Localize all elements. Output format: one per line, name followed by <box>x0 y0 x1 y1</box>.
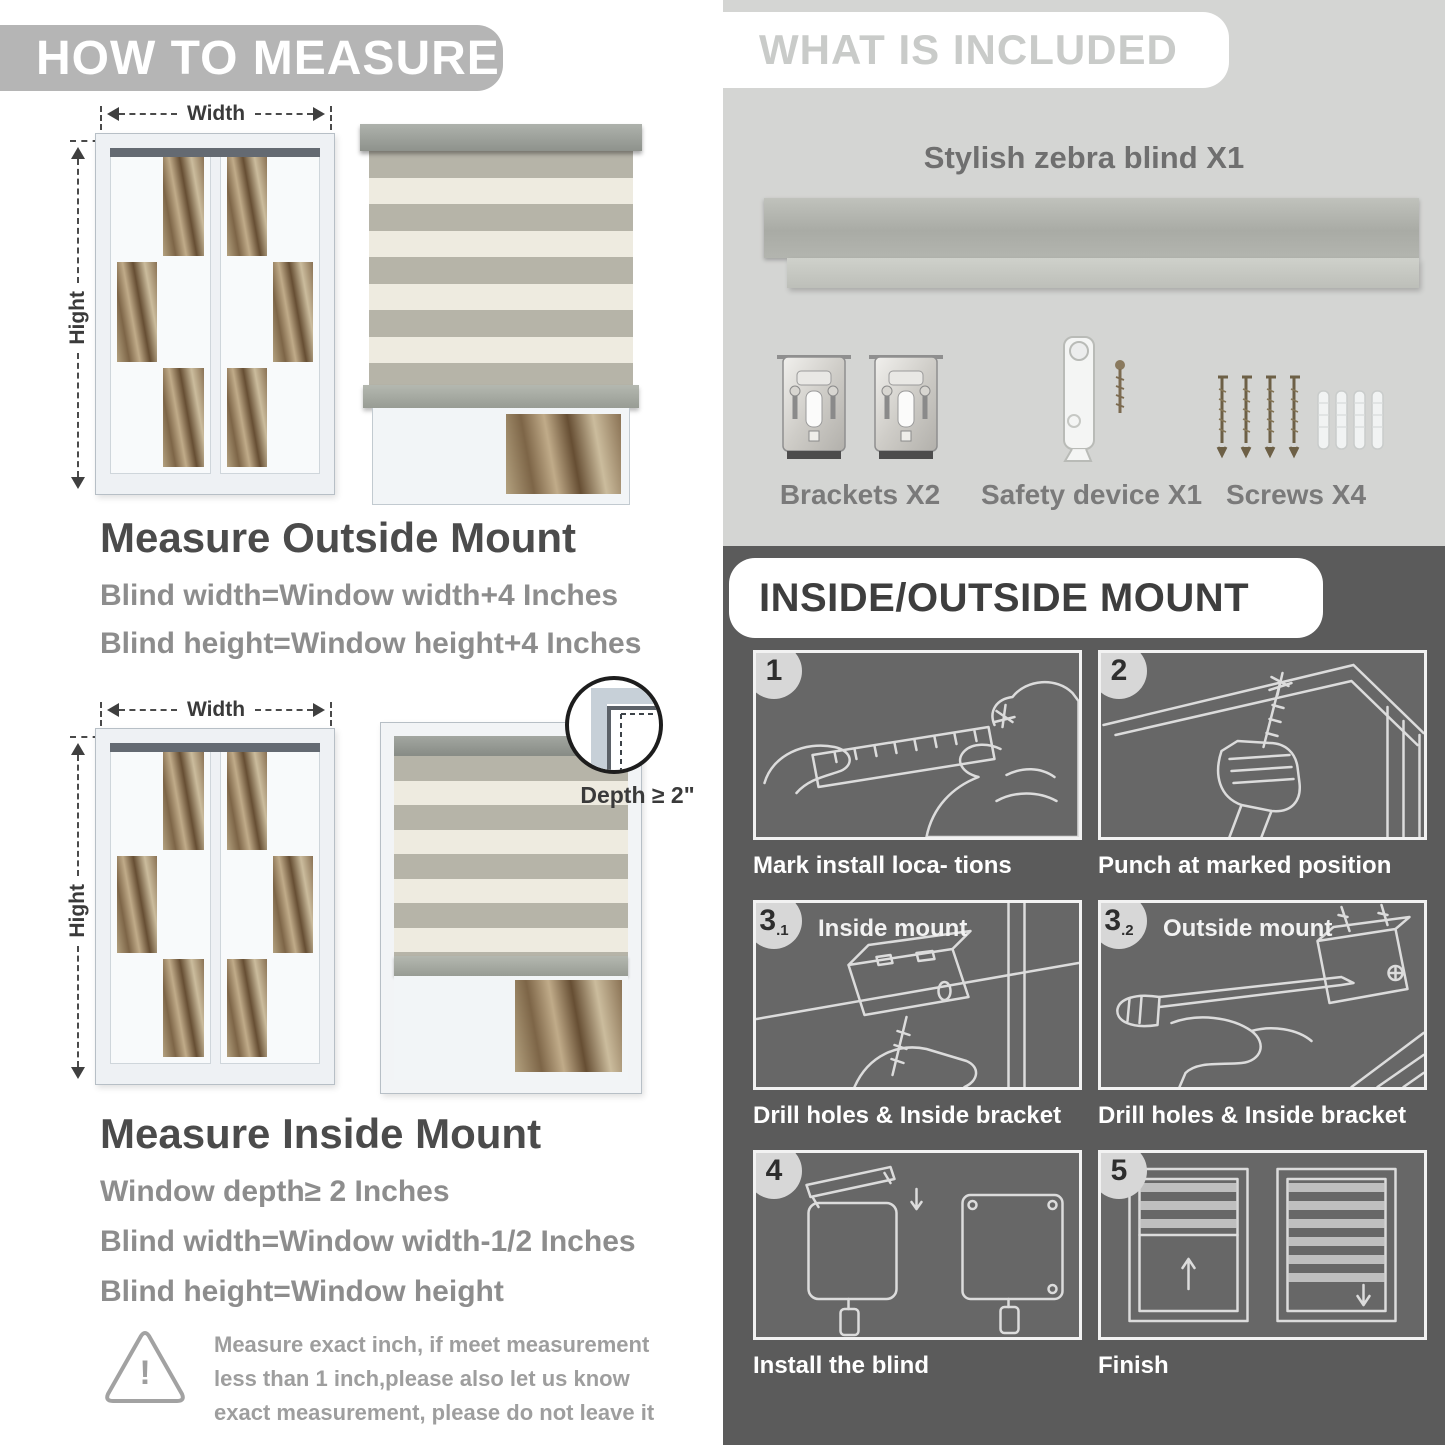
step-2-panel <box>1098 650 1427 840</box>
step-number-badge: 4 <box>753 1150 802 1199</box>
step-4-caption: Install the blind <box>753 1352 930 1379</box>
step-5-caption: Finish <box>1098 1352 1169 1379</box>
included-item-screws <box>1201 330 1391 511</box>
depth-callout: Depth ≥ 2" <box>580 782 695 808</box>
blind-shade-stripes <box>369 151 633 385</box>
included-item-safety-device <box>981 330 1201 511</box>
warning-exclamation: ! <box>139 1354 151 1392</box>
arrow-right-icon <box>313 107 332 121</box>
magnifier-icon <box>565 676 663 774</box>
outside-mount-title: Measure Outside Mount <box>100 514 577 561</box>
outside-mount-formula-height: Blind height=Window height+4 Inches <box>100 627 642 660</box>
step-3-1-caption: Drill holes & Inside bracket <box>753 1102 1062 1129</box>
warning-text: Measure exact inch, if meet measurement less than 1 inch,please also let us know exact measurement, please do not leave it <box>214 1332 655 1425</box>
step-3-1-panel <box>753 900 1082 1090</box>
blind-headrail <box>360 124 642 151</box>
step-5 <box>1098 1150 1427 1380</box>
inside-outside-mount-section <box>723 546 1445 1445</box>
step-1-caption: Mark install loca- tions <box>753 852 1012 879</box>
step-5-panel <box>1098 1150 1427 1340</box>
step-3-1 <box>753 900 1082 1130</box>
step-number-badge: 3 .1 <box>753 900 802 949</box>
measurement-warning <box>102 1328 662 1430</box>
inside-mount-formula-width: Blind width=Window width-1/2 Inches <box>100 1225 636 1258</box>
inside-mount-formula-depth: Window depth≥ 2 Inches <box>100 1175 450 1208</box>
step-number-badge: 2 <box>1098 650 1147 699</box>
mount-section-header: INSIDE/OUTSIDE MOUNT <box>729 558 1323 638</box>
install-blind-illustration <box>756 1153 1079 1337</box>
drill-illustration <box>1101 653 1424 837</box>
step-3-2-caption: Drill holes & Inside bracket <box>1098 1102 1407 1129</box>
step-2 <box>1098 650 1427 880</box>
arrow-up-icon <box>71 736 85 755</box>
step-3-2-label: Outside mount <box>1163 915 1333 942</box>
step-3-2 <box>1098 900 1427 1130</box>
blind-bottom-rail <box>394 956 628 976</box>
safety-device-icon <box>981 330 1201 465</box>
inside-mount-title: Measure Inside Mount <box>100 1110 542 1157</box>
height-measurement-line <box>66 736 90 1086</box>
step-number-badge: 5 <box>1098 1150 1147 1199</box>
mark-location-illustration <box>756 653 1079 837</box>
step-number-badge: 3 .2 <box>1098 900 1147 949</box>
width-measurement-line <box>100 698 332 722</box>
window-below-blind <box>372 408 630 505</box>
safety-device-label: Safety device X1 <box>981 479 1203 510</box>
arrow-down-icon <box>71 477 85 496</box>
window-photo-outside-mount <box>95 133 335 495</box>
width-measurement-line <box>100 102 332 126</box>
height-measurement-line <box>66 140 90 496</box>
height-label: Hight <box>66 884 89 938</box>
step-2-caption: Punch at marked position <box>1098 852 1392 879</box>
width-label: Width <box>186 698 246 721</box>
arrow-down-icon <box>71 1067 85 1086</box>
arrow-right-icon <box>313 703 332 717</box>
how-to-measure-header: HOW TO MEASURE <box>0 25 503 91</box>
blind-headrail-photo <box>764 198 1419 258</box>
arrow-up-icon <box>71 140 85 159</box>
arrow-left-icon <box>100 107 119 121</box>
screws-icon <box>1201 330 1391 465</box>
step-4 <box>753 1150 1082 1380</box>
step-3-2-panel <box>1098 900 1427 1090</box>
blind-valance-photo <box>787 258 1419 288</box>
step-number-badge: 1 <box>753 650 802 699</box>
arrow-left-icon <box>100 703 119 717</box>
step-3-1-label: Inside mount <box>818 915 968 942</box>
window-below-blind <box>394 976 628 1080</box>
brackets-label: Brackets X2 <box>779 479 941 510</box>
included-item-brackets <box>765 330 955 511</box>
screws-label: Screws X4 <box>1225 479 1367 510</box>
height-label: Hight <box>66 291 89 345</box>
outside-mount-formula-width: Blind width=Window width+4 Inches <box>100 579 619 612</box>
step-4-panel <box>753 1150 1082 1340</box>
installation-steps <box>753 650 1427 1380</box>
step-1-panel <box>753 650 1082 840</box>
blind-bottom-rail <box>363 385 639 408</box>
brackets-icon <box>765 330 955 465</box>
zebra-blind-photo-inside-mount <box>380 722 642 1094</box>
what-is-included-header: WHAT IS INCLUDED <box>723 12 1229 88</box>
product-label: Stylish zebra blind X1 <box>923 140 1245 175</box>
finish-illustration <box>1101 1153 1424 1337</box>
window-photo-inside-mount <box>95 728 335 1085</box>
inside-mount-formula-height: Blind height=Window height <box>100 1275 504 1308</box>
width-label: Width <box>186 102 246 125</box>
what-is-included-section <box>723 0 1445 546</box>
step-1 <box>753 650 1082 880</box>
window-corner-detail <box>569 680 659 770</box>
warning-triangle-icon <box>102 1328 188 1412</box>
zebra-blind-photo-outside-mount <box>360 124 642 498</box>
